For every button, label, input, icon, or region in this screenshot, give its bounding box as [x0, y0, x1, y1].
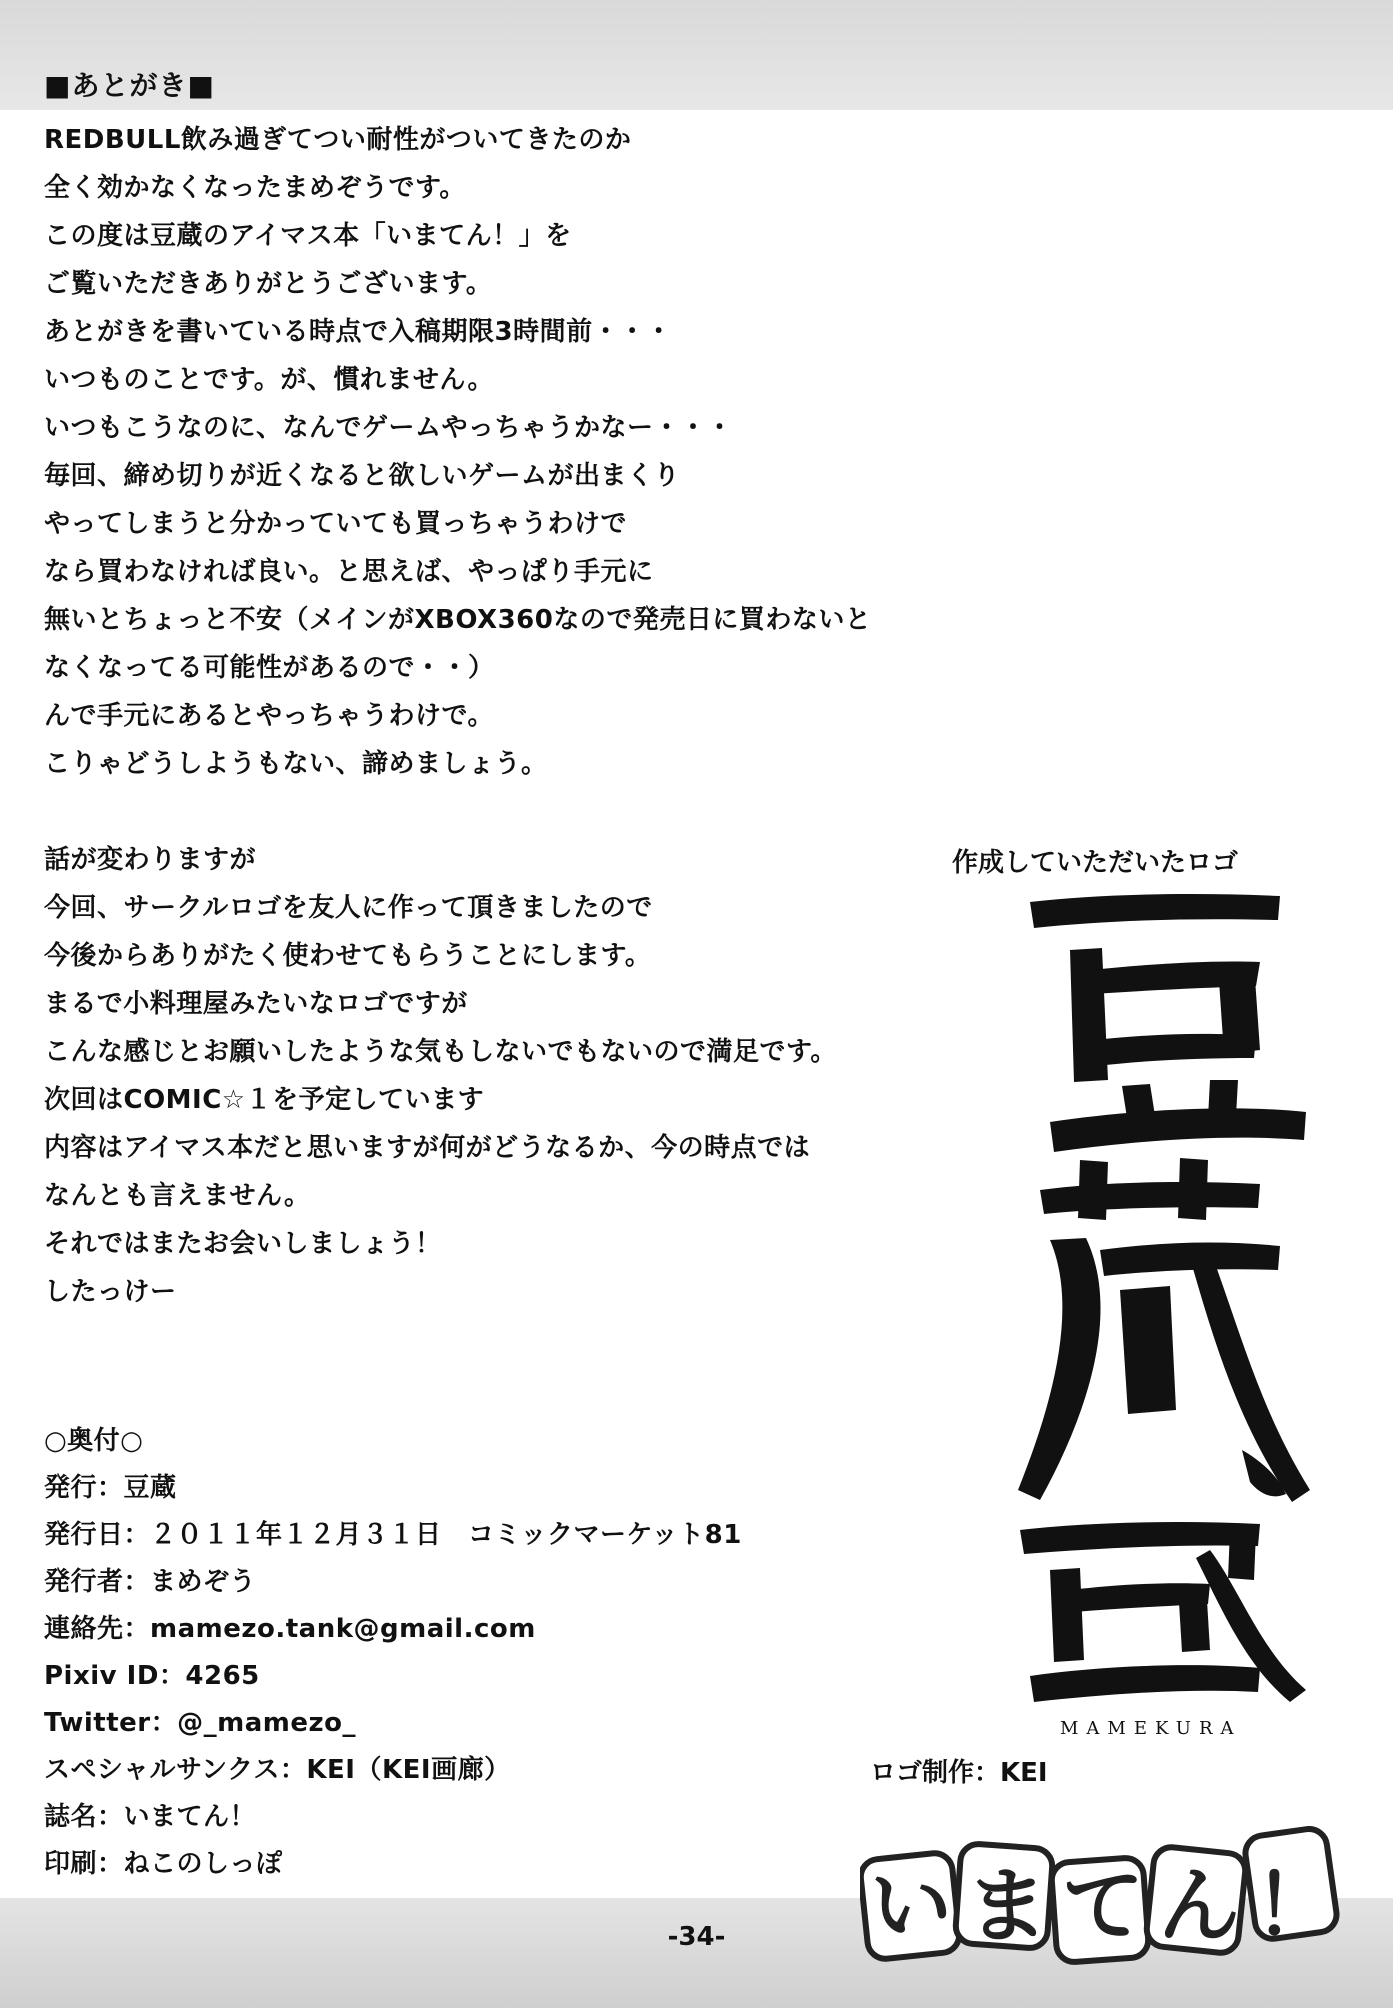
- colophon-publisher: 発行：豆蔵: [44, 1473, 177, 1503]
- afterword-line: ご覧いただきありがとうございます。: [44, 269, 493, 299]
- colophon: [44, 1418, 864, 1888]
- colophon-author: 発行者：まめぞう: [44, 1567, 257, 1597]
- paragraph-gap: [44, 788, 904, 836]
- afterword-body: [44, 116, 904, 1316]
- afterword-line: したっけー: [44, 1277, 177, 1307]
- afterword-line: なら買わなければ良い。と思えば、やっぱり手元に: [44, 557, 654, 587]
- afterword-line: 毎回、締め切りが近くなると欲しいゲームが出まくり: [44, 461, 681, 491]
- afterword-line: それではまたお会いしましょう！: [44, 1229, 442, 1259]
- afterword-line: あとがきを書いている時点で入稿期限3時間前・・・: [44, 317, 673, 347]
- afterword-line: 今回、サークルロゴを友人に作って頂きましたので: [44, 893, 653, 923]
- colophon-twitter: Twitter：@_mamezo_: [44, 1708, 356, 1738]
- colophon-contact: 連絡先：mamezo.tank@gmail.com: [44, 1614, 536, 1644]
- afterword-line: 話が変わりますが: [44, 845, 257, 875]
- mamekura-calligraphy-logo: [1010, 890, 1310, 1710]
- colophon-heading: ○奥付○: [44, 1426, 144, 1456]
- afterword-line: やってしまうと分かっていても買っちゃうわけで: [44, 509, 628, 539]
- logo-credit: ロゴ制作：KEI: [870, 1758, 1048, 1788]
- afterword-line: こりゃどうしようもない、諦めましょう。: [44, 749, 548, 779]
- afterword-line: んで手元にあるとやっちゃうわけで。: [44, 701, 494, 731]
- title-logo-text: いまてん！: [869, 1859, 1350, 1954]
- page-number: -34-: [667, 1922, 726, 1952]
- colophon-pixiv: Pixiv ID：4265: [44, 1661, 260, 1691]
- afterword-line: なくなってる可能性があるので・・）: [44, 653, 495, 683]
- afterword-line: 全く効かなくなったまめぞうです。: [44, 173, 466, 203]
- afterword-line: 次回はCOMIC☆１を予定しています: [44, 1085, 485, 1115]
- colophon-title: 誌名：いまてん！: [44, 1802, 257, 1832]
- afterword-line: こんな感じとお願いしたような気もしないでもないので満足です。: [44, 1037, 837, 1067]
- afterword-heading: ■あとがき■: [44, 69, 215, 102]
- colophon-date: 発行日：２０１１年１２月３１日 コミックマーケット81: [44, 1520, 742, 1550]
- afterword-line: この度は豆蔵のアイマス本「いまてん！」を: [44, 221, 572, 251]
- afterword-line: いつもこうなのに、なんでゲームやっちゃうかなー・・・: [44, 413, 734, 443]
- afterword-line: まるで小料理屋みたいなロゴですが: [44, 989, 468, 1019]
- logo-romanization: MAMEKURA: [1060, 1718, 1242, 1739]
- logo-caption: 作成していただいたロゴ: [952, 848, 1239, 878]
- afterword-line: なんとも言えません。: [44, 1181, 311, 1211]
- afterword-line: いつものことです。が、慣れません。: [44, 365, 494, 395]
- afterword-line: 今後からありがたく使わせてもらうことにします。: [44, 941, 652, 971]
- afterword-line: 無いとちょっと不安（メインがXBOX360なので発売日に買わないと: [44, 605, 872, 635]
- afterword-line: REDBULL飲み過ぎてつい耐性がついてきたのか: [44, 125, 632, 155]
- afterword-line: 内容はアイマス本だと思いますが何がどうなるか、今の時点では: [44, 1133, 811, 1163]
- colophon-thanks: スペシャルサンクス：KEI（KEI画廊）: [44, 1755, 511, 1785]
- colophon-printer: 印刷：ねこのしっぽ: [44, 1849, 283, 1879]
